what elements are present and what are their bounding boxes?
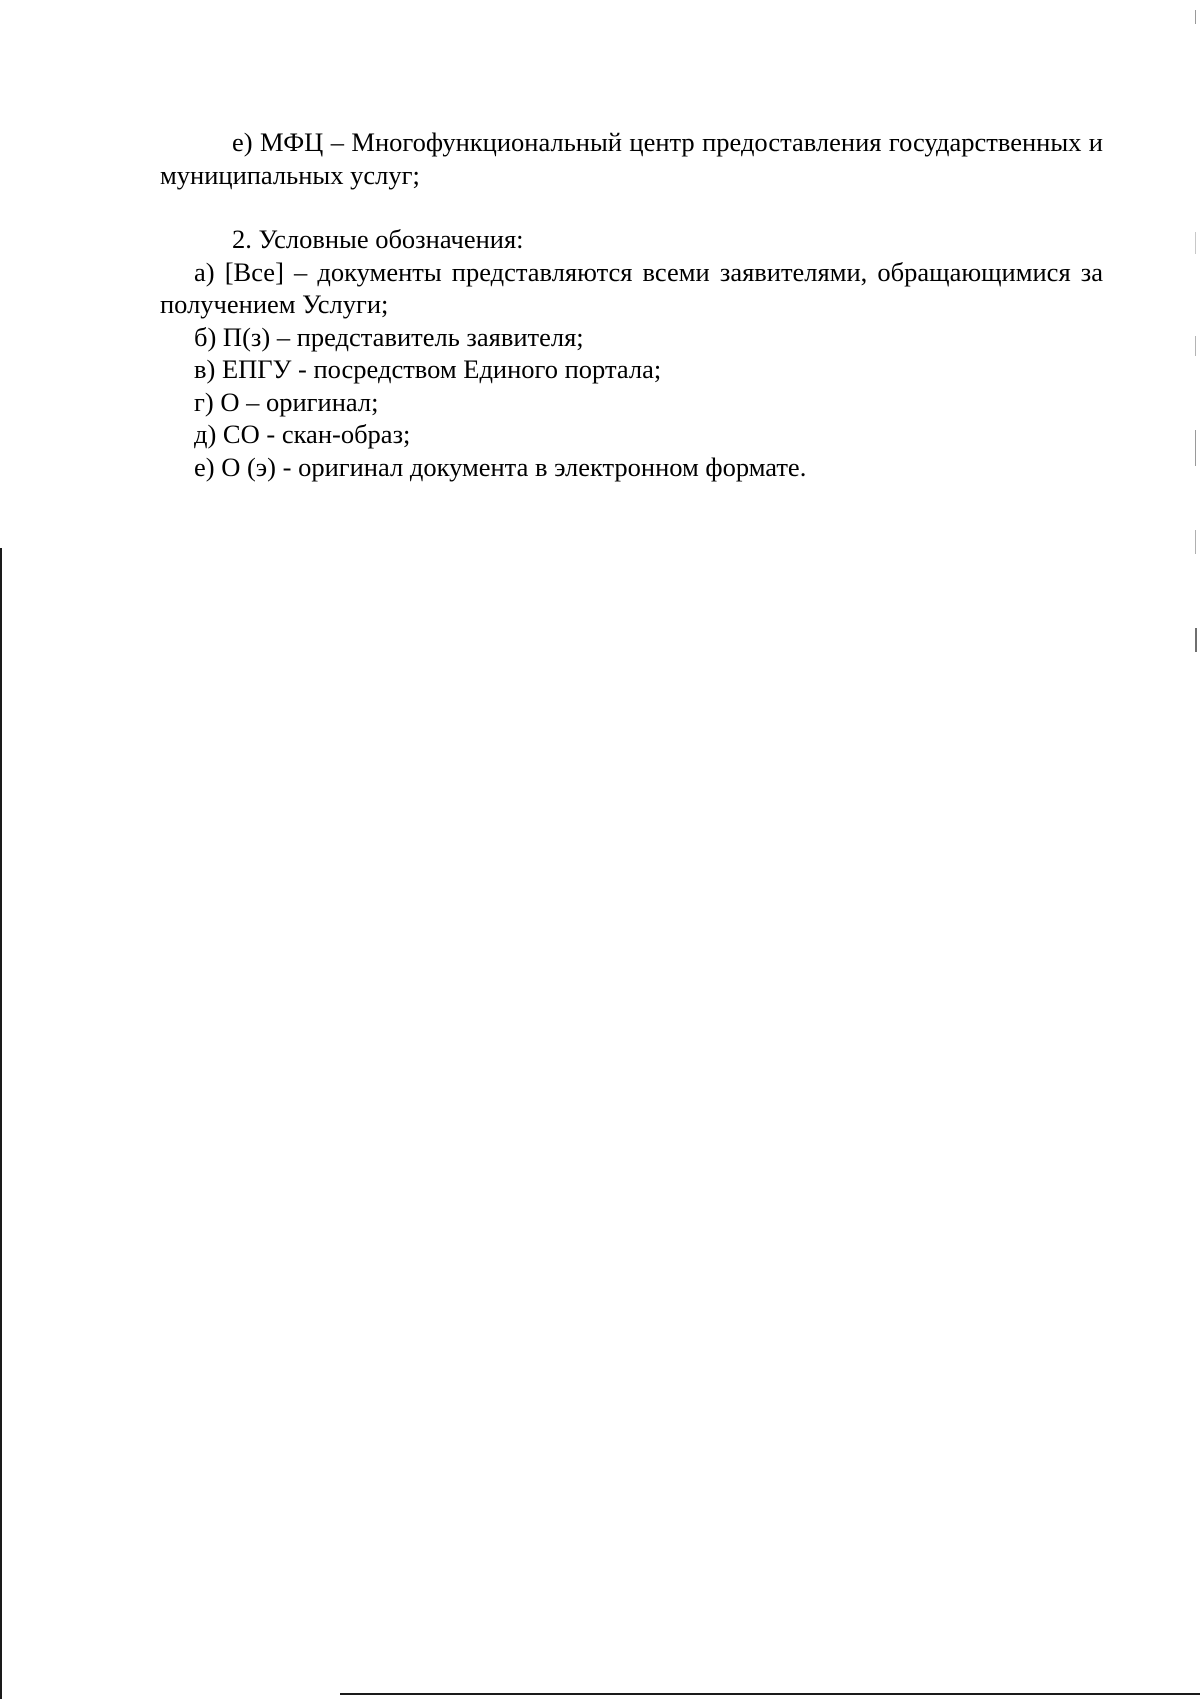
legend-item-all: а) [Все] – документы представляются всеми заявителями, обращающимися за получением Услуги; [160,256,1103,319]
scan-right-mark [1195,628,1197,652]
scan-left-edge-line [0,548,2,1699]
legend-item-electronic-original: е) О (э) - оригинал документа в электронном формате. [194,451,807,482]
scan-right-mark [1195,10,1196,24]
scan-right-mark [1195,232,1196,254]
legend-item-scan: д) СО - скан-образ; [194,419,411,449]
section-title: 2. Условные обозначения: [232,224,524,254]
definition-mfc-paragraph: е) МФЦ – Многофункциональный центр предоставления государственных и муниципальных услуг; [160,127,1103,190]
scan-right-mark [1195,336,1196,356]
document-body [160,126,1103,483]
legend-item-original: г) О – оригинал; [194,386,379,417]
scan-bottom-edge-line [340,1693,1200,1695]
legend-item-epgu: в) ЕПГУ - посредством Единого портала; [194,354,662,384]
paragraph-spacer [160,191,1103,223]
scan-right-mark [1195,530,1196,554]
legend-item-representative: б) П(з) – представитель заявителя; [194,321,584,352]
scan-right-mark [1195,430,1196,466]
